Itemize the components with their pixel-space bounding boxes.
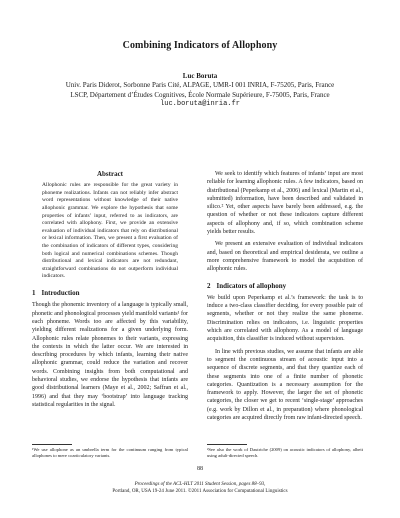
footnote-rule (207, 444, 247, 445)
section-2-heading (207, 282, 363, 290)
footer-line-1: Proceedings of the ACL-HLT 2011 Student Session, pages 88–93, (134, 482, 266, 487)
section-2-paragraph-1: We build upon Peperkamp et al.’s framework: the task is to induce a two-class classifier deciding, for every possible pair of segments, whether or not they realize the same phoneme. Discrimination relies on indicators, i.e. linguistic properties which are correlated with allophony. As a model of language acquisition, this classifier is induced without supervision. (207, 294, 363, 343)
abstract-heading: Abstract (96, 170, 124, 178)
page-number: 88 (197, 466, 203, 472)
affiliation-2: LSCP, Département d’Études Cognitives, École Normale Supérieure, F-75005, Paris, France (70, 90, 330, 99)
author-name: Luc Boruta (182, 72, 218, 80)
section-2-title: Indicators of allophony (216, 281, 287, 290)
footnote-left (32, 444, 188, 459)
section-1-heading (32, 289, 188, 297)
section-1-number: 1 (32, 289, 36, 298)
paper-title: Combining Indicators of Allophony (122, 40, 278, 51)
footnote-right (207, 444, 363, 459)
footnote-1: ¹We use allophone as an umbrella term for the continuum ranging from typical allophones to mere coarticulatory variants. (32, 447, 188, 459)
section-2-number: 2 (207, 281, 211, 290)
section-1-title: Introduction (41, 289, 80, 298)
section-1-paragraph: Though the phonemic inventory of a language is typically small, phonetic and phonological processes yield manifold variants¹ for each phoneme. Words too are affected by this variability, yielding different realizations for a given underlying form. Allophonic rules relate phonemes to their variants, expressing the contexts in which the latter occur. We are interested in describing procedures by which infants, learning their native allophonic grammar, could reduce the variation and recover words. Combining insights from both computational and behavioral studies, we endorse the hypothesis that infants are good distributional learners (Maye et al., 2002; Saffran et al., 1996) and that they may ‘bootstrap’ into language tracking statistical regularities in the signal. (32, 302, 188, 408)
footnote-2: ²See also the work of Dautriche (2009) on acoustic indicators of allophony, albeit using adult-directed speech. (207, 447, 363, 459)
abstract-text: Allophonic rules are responsible for the great variety in phoneme realizations. Infants can not reliably infer abstract word representations without knowledge of their native allophonic grammar. We explore the hypothesis that some properties of infants’ input, referred to as indicators, are correlated with allophony. First, we provide an extensive evaluation of individual indicators that rely on distributional or lexical information. Then, we present a first evaluation of the combination of indicators of different types, considering both logical and numerical combinations schemes. Though distributional and lexical indicators are not redundant, straightforward combinations do not outperform individual indicators. (42, 182, 178, 280)
author-email[interactable]: luc.boruta@inria.fr (160, 100, 240, 109)
footnote-rule (32, 444, 72, 445)
intro-paragraph-3: We present an extensive evaluation of individual indicators and, based on theoretical and empirical desiderata, we outline a more comprehensive framework to model the acquisition of allophonic rules. (207, 241, 363, 273)
footer-line-2: Portland, OR, USA 19-24 June 2011. ©2011 Association for Computational Linguistics (112, 488, 288, 494)
right-column (207, 170, 363, 426)
proceedings-footer (0, 482, 400, 495)
left-column (32, 170, 188, 413)
affiliation-1: Univ. Paris Diderot, Sorbonne Paris Cité, ALPAGE, UMR-I 001 INRIA, F-75205, Paris, France (65, 81, 335, 90)
intro-paragraph-2: We seek to identify which features of infants’ input are most reliable for learning allophonic rules. A few indicators, based on distributional (Peperkamp et al., 2006) and lexical (Martin et al., submitted) information, have been described and validated in silico.² Yet, other aspects have barely been addressed, e.g. the question of whether or not these indicators capture different aspects of allophony and, if so, which combination scheme yields better results. (207, 171, 363, 236)
section-2-paragraph-2: In line with previous studies, we assume that infants are able to segment the continuous stream of acoustic input into a sequence of discrete segments, and that they quantize each of these segments into one of a finite number of phonetic categories. Quantization is a necessary assumption for the framework to apply. However, the larger the set of phonetic categories, the closer we get to recent ‘single-stage’ approaches (e.g. work by Dillon et al., in preparation) where phonological categories are acquired directly from raw infant-directed speech. (207, 348, 363, 422)
author-block (30, 72, 370, 110)
